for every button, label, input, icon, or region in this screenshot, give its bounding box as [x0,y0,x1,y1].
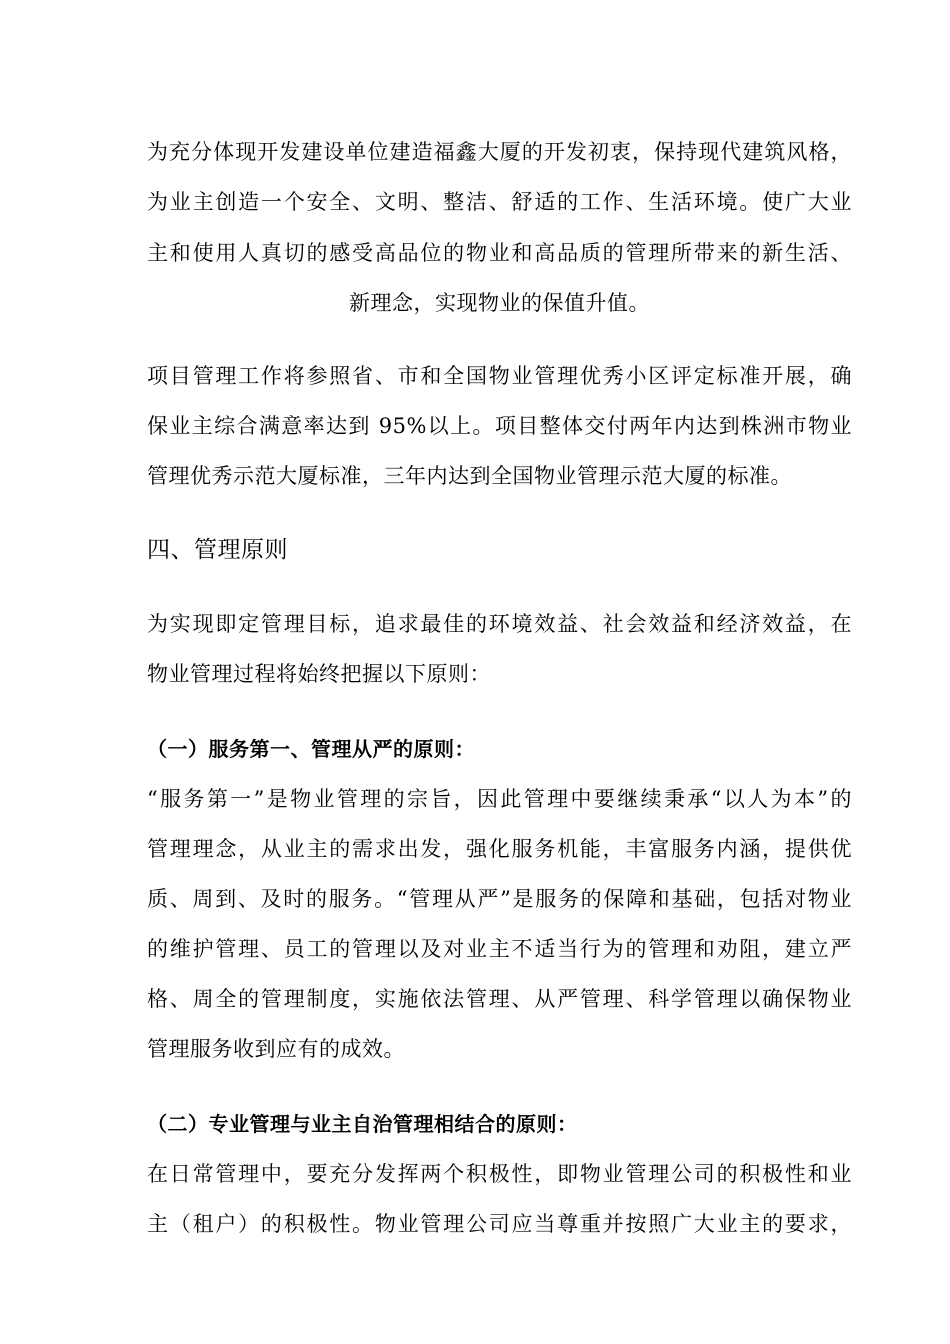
principle-1-line-3: 质、周到、及时的服务。“管理从严”是服务的保障和基础，包括对物业 [147,887,852,911]
principle-1-line-4: 的维护管理、员工的管理以及对业主不适当行为的管理和劝阻，建立严 [147,937,852,961]
principle-1-line-6: 管理服务收到应有的成效。 [147,1037,405,1061]
principle-1-line-1: “服务第一”是物业管理的宗旨，因此管理中要继续秉承“以人为本”的 [147,787,852,811]
goals-line-1: 项目管理工作将参照省、市和全国物业管理优秀小区评定标准开展，确 [147,364,852,388]
principle-1-line-2: 管理理念，从业主的需求出发，强化服务机能，丰富服务内涵，提供优 [147,837,852,861]
principle-1-title: （一）服务第一、管理从严的原则： [147,737,475,761]
section4-intro-line-1: 为实现即定管理目标，追求最佳的环境效益、社会效益和经济效益，在 [147,612,852,636]
principle-2-line-2: 主（租户）的积极性。物业管理公司应当尊重并按照广大业主的要求， [147,1212,852,1236]
section4-intro-line-2: 物业管理过程将始终把握以下原则： [147,662,491,686]
intro-line-4: 新理念，实现物业的保值升值。 [349,291,650,315]
intro-line-3: 主和使用人真切的感受高品位的物业和高品质的管理所带来的新生活、 [147,241,852,265]
principle-2-title: （二）专业管理与业主自治管理相结合的原则： [147,1112,578,1136]
goals-line-3: 管理优秀示范大厦标准，三年内达到全国物业管理示范大厦的标准。 [147,464,792,488]
section-heading: 四、管理原则 [147,537,288,563]
goals-line-2: 保业主综合满意率达到 95%以上。项目整体交付两年内达到株洲市物业 [147,414,852,438]
intro-line-1: 为充分体现开发建设单位建造福鑫大厦的开发初衷，保持现代建筑风格， [147,140,852,164]
intro-line-2: 为业主创造一个安全、文明、整洁、舒适的工作、生活环境。使广大业 [147,190,852,214]
principle-2-line-1: 在日常管理中，要充分发挥两个积极性，即物业管理公司的积极性和业 [147,1162,852,1186]
principle-1-line-5: 格、周全的管理制度，实施依法管理、从严管理、科学管理以确保物业 [147,987,852,1011]
